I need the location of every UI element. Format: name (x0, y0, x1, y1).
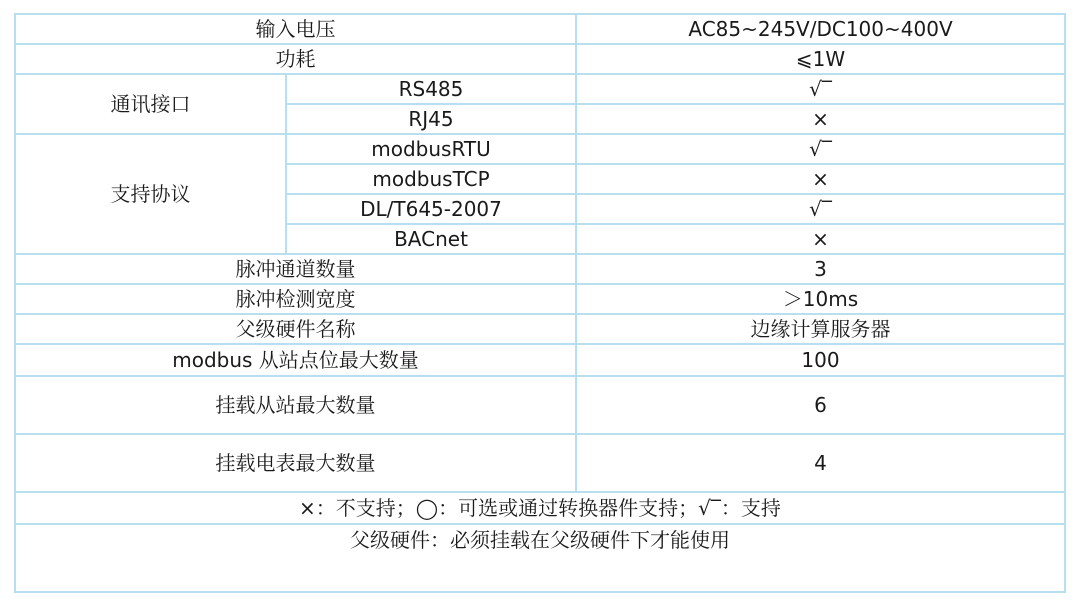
value-cell: × (576, 224, 1065, 254)
value-cell: ＞10ms (576, 284, 1065, 314)
table-row (15, 14, 1065, 44)
table-row (15, 344, 1065, 376)
value-cell: 4 (576, 434, 1065, 492)
table-row (15, 314, 1065, 344)
group-label-protocol: 支持协议 (15, 134, 286, 254)
table-row (15, 284, 1065, 314)
label-cell: 脉冲检测宽度 (15, 284, 576, 314)
value-cell: × (576, 164, 1065, 194)
footnote-row (15, 524, 1065, 592)
label-cell: 挂载电表最大数量 (15, 434, 576, 492)
table-row (15, 254, 1065, 284)
value-cell: AC85~245V/DC100~400V (576, 14, 1065, 44)
label-cell: 输入电压 (15, 14, 576, 44)
label-cell: 父级硬件名称 (15, 314, 576, 344)
item-cell: RS485 (286, 74, 576, 104)
value-cell: √‾ (576, 134, 1065, 164)
table-row (15, 74, 1065, 104)
label-cell: 脉冲通道数量 (15, 254, 576, 284)
item-cell: RJ45 (286, 104, 576, 134)
item-cell: BACnet (286, 224, 576, 254)
value-cell: 3 (576, 254, 1065, 284)
table-row (15, 376, 1065, 434)
value-cell: ⩽1W (576, 44, 1065, 74)
value-cell: 100 (576, 344, 1065, 376)
legend-row (15, 492, 1065, 524)
value-cell: √‾ (576, 74, 1065, 104)
value-cell: √‾ (576, 194, 1065, 224)
table-row (15, 134, 1065, 164)
value-cell: 6 (576, 376, 1065, 434)
label-cell: 挂载从站最大数量 (15, 376, 576, 434)
item-cell: modbusTCP (286, 164, 576, 194)
parent-hardware-note: 父级硬件：必须挂载在父级硬件下才能使用 (15, 524, 1065, 592)
item-cell: modbusRTU (286, 134, 576, 164)
value-cell: 边缘计算服务器 (576, 314, 1065, 344)
spec-table (14, 13, 1066, 593)
table-row (15, 434, 1065, 492)
legend-note: ×：不支持；◯：可选或通过转换器件支持；√‾：支持 (15, 492, 1065, 524)
label-cell: modbus 从站点位最大数量 (15, 344, 576, 376)
label-cell: 功耗 (15, 44, 576, 74)
item-cell: DL/T645-2007 (286, 194, 576, 224)
value-cell: × (576, 104, 1065, 134)
group-label-comm: 通讯接口 (15, 74, 286, 134)
table-row (15, 44, 1065, 74)
